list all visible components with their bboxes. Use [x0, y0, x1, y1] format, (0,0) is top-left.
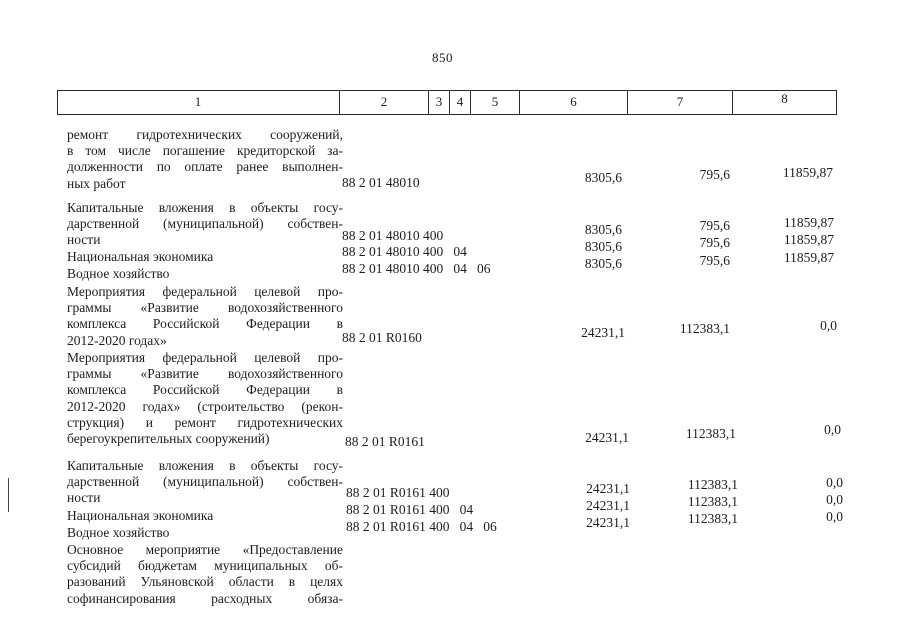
- page-number: 850: [432, 50, 453, 65]
- row-8-col6: 24231,1: [586, 498, 630, 513]
- row-8-col8: 0,0: [826, 492, 843, 507]
- row-8-col7: 112383,1: [687, 494, 738, 509]
- header-col-8: 8: [781, 91, 788, 106]
- row-4-code: 88 2 01 48010 400 04 06: [342, 261, 491, 276]
- row-10-desc-line-3: разований Ульяновской области в целях: [67, 574, 343, 590]
- row-3-col7: 795,6: [699, 235, 730, 250]
- row-6-code: 88 2 01 R0161: [345, 434, 425, 449]
- row-1-desc-line-2: в том числе погашение кредиторской за-: [67, 143, 343, 159]
- row-6-col6: 24231,1: [585, 430, 629, 445]
- row-1-desc-line-4: ных работ: [67, 175, 126, 191]
- header-col-4: 4: [456, 94, 464, 109]
- row-1-desc-line-1: ремонт гидротехнических сооружений,: [67, 127, 343, 142]
- row-4-description: [67, 266, 343, 282]
- row-2-desc-line-2: дарственной (муниципальной) собствен-: [67, 216, 343, 232]
- row-10-desc-line-1: Основное мероприятие «Предоставление: [67, 542, 343, 557]
- row-9-desc-line-1: Водное хозяйство: [67, 525, 170, 540]
- row-5-desc-line-3: комплекса Российской Федерации в: [67, 316, 343, 332]
- row-9-col8: 0,0: [826, 509, 843, 524]
- scan-edge-mark: [8, 478, 9, 512]
- row-7-col6: 24231,1: [586, 481, 630, 496]
- row-6-desc-line-5: струкция) и ремонт гидротехнических: [67, 414, 343, 430]
- row-7-desc-line-1: Капитальные вложения в объекты госу-: [67, 458, 343, 473]
- row-2-desc-line-3: ности: [67, 232, 101, 248]
- row-8-code: 88 2 01 R0161 400 04: [346, 502, 474, 517]
- row-2-col6: 8305,6: [584, 222, 622, 237]
- row-5-col6: 24231,1: [581, 325, 625, 340]
- row-2-col8: 11859,87: [783, 215, 834, 230]
- row-7-col8: 0,0: [826, 475, 843, 490]
- row-2-col7: 795,6: [699, 218, 730, 233]
- row-4-col7: 795,6: [699, 253, 730, 268]
- row-8-description: [67, 508, 343, 524]
- row-4-desc-line-1: Водное хозяйство: [67, 266, 170, 281]
- header-col-5: 5: [491, 94, 499, 109]
- header-bottom-border: [57, 114, 837, 115]
- header-col-7: 7: [676, 94, 684, 109]
- row-9-col7: 112383,1: [687, 511, 738, 526]
- row-5-col8: 0,0: [820, 318, 837, 333]
- row-1-col8: 11859,87: [782, 165, 833, 180]
- row-6-col7: 112383,1: [685, 426, 736, 441]
- row-5-description: [67, 284, 343, 349]
- row-5-desc-line-2: граммы «Развитие водохозяйственного: [67, 300, 343, 316]
- row-7-col7: 112383,1: [687, 477, 738, 492]
- row-8-desc-line-1: Национальная экономика: [67, 508, 214, 523]
- row-6-description: [67, 350, 343, 447]
- header-col-3: 3: [435, 94, 443, 109]
- row-3-description: [67, 249, 343, 265]
- row-7-description: [67, 458, 343, 507]
- row-6-desc-line-1: Мероприятия федеральной целевой про-: [67, 350, 343, 365]
- row-9-col6: 24231,1: [586, 515, 630, 530]
- header-col-2: 2: [380, 94, 388, 109]
- row-3-code: 88 2 01 48010 400 04: [342, 244, 467, 259]
- row-3-col8: 11859,87: [783, 232, 834, 247]
- row-1-description: [67, 127, 343, 192]
- row-4-col6: 8305,6: [584, 256, 622, 271]
- row-4-col8: 11859,87: [783, 250, 834, 265]
- row-3-desc-line-1: Национальная экономика: [67, 249, 214, 264]
- row-7-desc-line-3: ности: [67, 490, 101, 506]
- header-col-6: 6: [570, 94, 577, 109]
- row-5-desc-line-4: 2012-2020 годах»: [67, 332, 167, 348]
- row-7-desc-line-2: дарственной (муниципальной) собствен-: [67, 474, 343, 490]
- row-9-description: [67, 525, 343, 541]
- row-6-desc-line-3: комплекса Российской Федерации в: [67, 382, 343, 398]
- row-3-col6: 8305,6: [584, 239, 622, 254]
- row-9-code: 88 2 01 R0161 400 04 06: [346, 519, 497, 534]
- row-1-code: 88 2 01 48010: [342, 175, 420, 190]
- row-2-description: [67, 200, 343, 249]
- header-top-border: [57, 90, 837, 91]
- row-6-desc-line-2: граммы «Развитие водохозяйственного: [67, 366, 343, 382]
- row-6-desc-line-6: берегоукрепительных сооружений): [67, 431, 270, 447]
- row-1-desc-line-3: долженности по оплате ранее выполнен-: [67, 159, 343, 175]
- row-6-desc-line-4: 2012-2020 годах» (строительство (рекон-: [67, 398, 343, 414]
- row-5-col7: 112383,1: [679, 321, 730, 336]
- row-10-desc-line-2: субсидий бюджетам муниципальных об-: [67, 558, 343, 574]
- row-2-desc-line-1: Капитальные вложения в объекты госу-: [67, 200, 343, 215]
- header-col-1: 1: [194, 94, 202, 109]
- row-5-desc-line-1: Мероприятия федеральной целевой про-: [67, 284, 343, 299]
- row-1-col6: 8305,6: [584, 170, 622, 185]
- row-6-col8: 0,0: [824, 422, 841, 437]
- header-divider-9: [836, 90, 837, 115]
- row-5-code: 88 2 01 R0160: [342, 330, 422, 345]
- row-1-col7: 795,6: [699, 167, 730, 182]
- row-2-code: 88 2 01 48010 400: [342, 228, 444, 243]
- row-10-desc-line-4: софинансирования расходных обяза-: [67, 590, 343, 606]
- row-10-description: [67, 542, 343, 607]
- row-7-code: 88 2 01 R0161 400: [346, 485, 450, 500]
